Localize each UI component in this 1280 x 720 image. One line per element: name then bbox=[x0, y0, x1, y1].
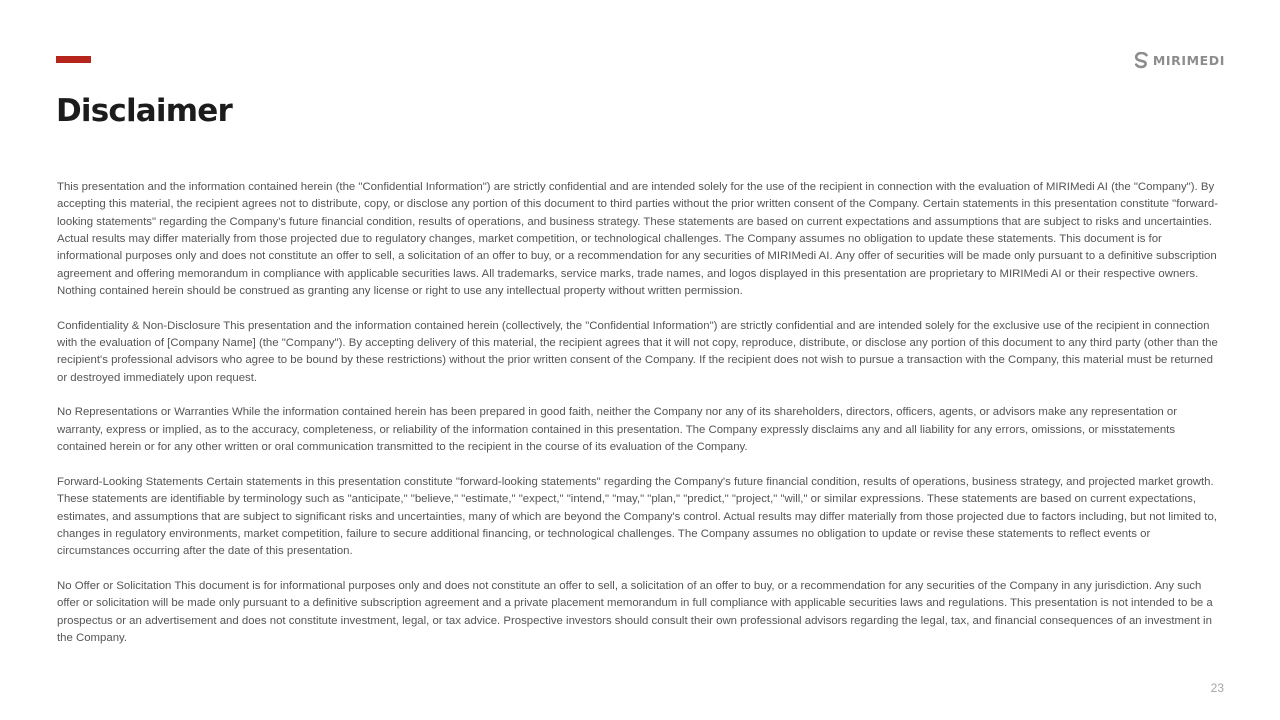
brand-name: MIRIMEDI bbox=[1152, 53, 1225, 68]
s-monogram-icon bbox=[1134, 52, 1149, 69]
slide-title: Disclaimer bbox=[56, 93, 232, 129]
disclaimer-paragraph: This presentation and the information contained herein (the "Confidential Information") are strictly confidential and are intended solely for the use of the recipient in connection with the evaluation of MIRIMedi AI (the "Company"). By accepting this material, the recipient agrees not to distribute, copy, or disclose any portion of this document to third parties without the prior written consent of the Company. Certain statements in this presentation constitute "forward-looking statements" regarding the Company's future financial condition, results of operations, and business strategy. These statements are based on current expectations and assumptions that are subject to risks and uncertainties. Actual results may differ materially from those projected due to regulatory changes, market competition, or technological challenges. The Company assumes no obligation to update these statements. This document is for informational purposes only and does not constitute an offer to sell, a solicitation of an offer to buy, or a recommendation for any securities of MIRIMedi AI. Any offer of securities will be made only pursuant to a definitive subscription agreement and offering memorandum in compliance with applicable securities laws. All trademarks, service marks, trade names, and logos displayed in this presentation are proprietary to MIRIMedi AI or their respective owners. Nothing contained herein should be construed as granting any license or right to use any intellectual property without written permission. bbox=[57, 181, 1218, 298]
no-representations-paragraph: No Representations or Warranties While the information contained herein has been prepared in good faith, neither the Company nor any of its shareholders, directors, officers, agents, or advisors make any representation or warranty, express or implied, as to the accuracy, completeness, or reliability of the information contained in this presentation. The Company expressly disclaims any and all liability for any errors, omissions, or misstatements contained herein or for any other written or oral communication transmitted to the recipient in the course of its evaluation of the Company. bbox=[57, 406, 1178, 454]
page-number: 23 bbox=[1210, 681, 1224, 695]
confidentiality-paragraph: Confidentiality & Non-Disclosure This presentation and the information contained herein (collectively, the "Confidential Information") are strictly confidential and are intended solely for the exclusive use of the recipient in connection with the evaluation of [Company Name] (the "Company"). By accepting delivery of this material, the recipient agrees that it will not copy, reproduce, distribute, or disclose any portion of this document to any third party (other than the recipient's professional advisors who agree to be bound by these restrictions) without the prior written consent of the Company. If the recipient does not wish to pursue a transaction with the Company, this material must be returned or destroyed immediately upon request. bbox=[57, 319, 1218, 384]
brand-logo bbox=[1134, 52, 1225, 69]
no-offer-paragraph: No Offer or Solicitation This document is for informational purposes only and does not constitute an offer to sell, a solicitation of an offer to buy, or a recommendation for any securities of the Company in any jurisdiction. Any such offer or solicitation will be made only pursuant to a definitive subscription agreement and a private placement memorandum in full compliance with applicable securities laws and regulations. This presentation is not intended to be a prospectus or an advertisement and does not constitute investment, legal, or tax advice. Prospective investors should consult their own professional advisors regarding the legal, tax, and financial consequences of an investment in the Company. bbox=[57, 579, 1213, 644]
disclaimer-body bbox=[57, 179, 1223, 665]
forward-looking-paragraph: Forward-Looking Statements Certain statements in this presentation constitute "forward-looking statements" regarding the Company's future financial condition, results of operations, business strategy, and projected market growth. These statements are identifiable by terminology such as "anticipate," "believe," "estimate," "expect," "intend," "may," "plan," "predict," "project," "will," or similar expressions. These statements are based on current expectations, estimates, and assumptions that are subject to significant risks and uncertainties, many of which are beyond the Company's control. Actual results may differ materially from those projected due to factors including, but not limited to, changes in regulatory environments, market competition, failure to secure additional financing, or technological challenges. The Company assumes no obligation to update or revise these statements to reflect events or circumstances occurring after the date of this presentation. bbox=[57, 475, 1217, 558]
title-accent-bar bbox=[56, 56, 91, 63]
